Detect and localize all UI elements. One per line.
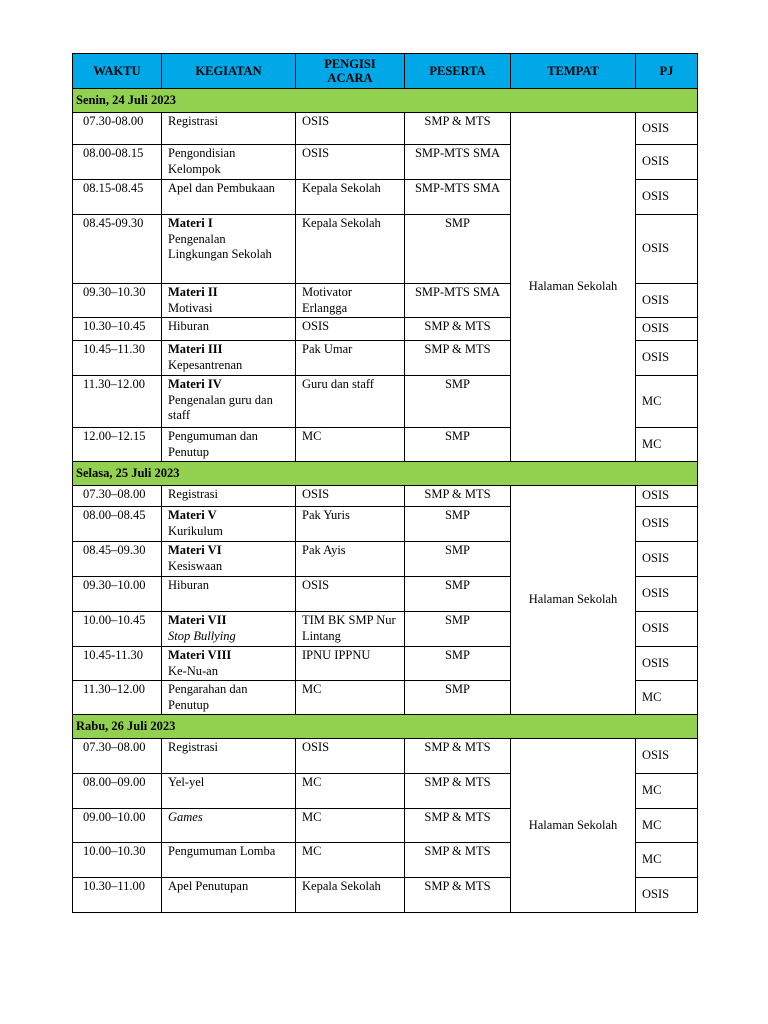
- activity-text: Motivasi: [168, 300, 213, 315]
- day-header-row: [73, 89, 698, 113]
- activity-text: Pengumuman dan Penutup: [168, 429, 258, 459]
- time-cell: 10.30–11.00: [73, 878, 162, 913]
- activity-text: Games: [168, 810, 203, 824]
- time-cell: 08.00–08.45: [73, 507, 162, 542]
- activity-title: Materi II: [168, 285, 218, 299]
- activity-cell: [162, 878, 296, 913]
- day-label: Rabu, 26 Juli 2023: [73, 715, 698, 739]
- time-cell: 08.00–09.00: [73, 774, 162, 809]
- time-cell: 10.00–10.45: [73, 612, 162, 647]
- activity-text: Kepesantrenan: [168, 357, 243, 372]
- activity-cell: [162, 612, 296, 647]
- pj-cell: MC: [636, 843, 698, 878]
- peserta-cell: SMP: [405, 577, 511, 612]
- pj-cell: MC: [636, 774, 698, 809]
- pengisi-cell: Pak Umar: [296, 341, 405, 376]
- header-kegiatan: KEGIATAN: [162, 54, 296, 89]
- pj-cell: OSIS: [636, 284, 698, 318]
- activity-title: Materi VIII: [168, 648, 232, 662]
- pj-cell: OSIS: [636, 113, 698, 145]
- time-cell: 07.30–08.00: [73, 739, 162, 774]
- activity-cell: [162, 113, 296, 145]
- pengisi-cell: Kepala Sekolah: [296, 878, 405, 913]
- activity-text: Kesiswaan: [168, 558, 223, 573]
- peserta-cell: SMP & MTS: [405, 878, 511, 913]
- activity-cell: [162, 739, 296, 774]
- peserta-cell: SMP: [405, 376, 511, 428]
- pengisi-cell: Motivator Erlangga: [296, 284, 405, 318]
- time-cell: 08.45–09.30: [73, 542, 162, 577]
- pengisi-cell: Pak Yuris: [296, 507, 405, 542]
- table-row: [73, 113, 698, 145]
- pj-cell: MC: [636, 376, 698, 428]
- time-cell: 10.45-11.30: [73, 647, 162, 681]
- pengisi-cell: OSIS: [296, 739, 405, 774]
- peserta-cell: SMP: [405, 681, 511, 715]
- activity-text: Yel-yel: [168, 775, 205, 789]
- pengisi-cell: OSIS: [296, 318, 405, 341]
- pengisi-cell: OSIS: [296, 486, 405, 507]
- peserta-cell: SMP: [405, 647, 511, 681]
- activity-cell: [162, 145, 296, 180]
- pj-cell: OSIS: [636, 318, 698, 341]
- pj-cell: OSIS: [636, 486, 698, 507]
- pengisi-cell: TIM BK SMP Nur Lintang: [296, 612, 405, 647]
- activity-text: Registrasi: [168, 487, 218, 501]
- activity-cell: [162, 542, 296, 577]
- time-cell: 11.30–12.00: [73, 681, 162, 715]
- pj-cell: OSIS: [636, 180, 698, 215]
- time-cell: 11.30–12.00: [73, 376, 162, 428]
- activity-text: Pengarahan dan Penutup: [168, 682, 248, 712]
- header-pj: PJ: [636, 54, 698, 89]
- peserta-cell: SMP & MTS: [405, 809, 511, 843]
- pengisi-cell: MC: [296, 681, 405, 715]
- time-cell: 10.45–11.30: [73, 341, 162, 376]
- activity-text: Hiburan: [168, 319, 209, 333]
- time-cell: 08.00-08.15: [73, 145, 162, 180]
- activity-title: Materi V: [168, 508, 217, 522]
- day-header-row: [73, 462, 698, 486]
- peserta-cell: SMP & MTS: [405, 843, 511, 878]
- tempat-cell: Halaman Sekolah: [511, 486, 636, 715]
- pengisi-cell: Guru dan staff: [296, 376, 405, 428]
- pj-cell: OSIS: [636, 647, 698, 681]
- table-header: [73, 54, 698, 89]
- activity-text: Pengenalan Lingkungan Sekolah: [168, 231, 272, 261]
- peserta-cell: SMP: [405, 507, 511, 542]
- peserta-cell: SMP & MTS: [405, 113, 511, 145]
- header-waktu: WAKTU: [73, 54, 162, 89]
- pj-cell: OSIS: [636, 145, 698, 180]
- time-cell: 08.45-09.30: [73, 215, 162, 284]
- tempat-cell: Halaman Sekolah: [511, 113, 636, 462]
- table-row: [73, 739, 698, 774]
- activity-title: Materi VI: [168, 543, 222, 557]
- activity-text: Hiburan: [168, 578, 209, 592]
- activity-cell: [162, 681, 296, 715]
- peserta-cell: SMP & MTS: [405, 341, 511, 376]
- pengisi-cell: MC: [296, 843, 405, 878]
- pengisi-cell: OSIS: [296, 145, 405, 180]
- activity-text: Registrasi: [168, 114, 218, 128]
- peserta-cell: SMP-MTS SMA: [405, 145, 511, 180]
- day-label: Senin, 24 Juli 2023: [73, 89, 698, 113]
- schedule-table: [72, 53, 698, 913]
- pengisi-cell: OSIS: [296, 113, 405, 145]
- pj-cell: OSIS: [636, 507, 698, 542]
- table-body: [73, 89, 698, 913]
- activity-cell: [162, 318, 296, 341]
- day-label: Selasa, 25 Juli 2023: [73, 462, 698, 486]
- peserta-cell: SMP-MTS SMA: [405, 180, 511, 215]
- time-cell: 07.30-08.00: [73, 113, 162, 145]
- activity-cell: [162, 809, 296, 843]
- time-cell: 08.15-08.45: [73, 180, 162, 215]
- pengisi-cell: Kepala Sekolah: [296, 215, 405, 284]
- pj-cell: MC: [636, 681, 698, 715]
- time-cell: 10.00–10.30: [73, 843, 162, 878]
- activity-title: Materi I: [168, 216, 213, 230]
- activity-text: Pengenalan guru dan staff: [168, 392, 273, 422]
- pengisi-cell: Kepala Sekolah: [296, 180, 405, 215]
- activity-text: Pengondisian Kelompok: [168, 146, 236, 176]
- time-cell: 09.00–10.00: [73, 809, 162, 843]
- header-tempat: TEMPAT: [511, 54, 636, 89]
- activity-text: Apel Penutupan: [168, 879, 249, 893]
- pengisi-cell: MC: [296, 774, 405, 809]
- pj-cell: OSIS: [636, 542, 698, 577]
- activity-title: Materi VII: [168, 613, 227, 627]
- activity-cell: [162, 774, 296, 809]
- pj-cell: OSIS: [636, 215, 698, 284]
- peserta-cell: SMP & MTS: [405, 486, 511, 507]
- activity-cell: [162, 486, 296, 507]
- time-cell: 07.30–08.00: [73, 486, 162, 507]
- time-cell: 12.00–12.15: [73, 428, 162, 462]
- pj-cell: OSIS: [636, 612, 698, 647]
- activity-cell: [162, 843, 296, 878]
- time-cell: 09.30–10.00: [73, 577, 162, 612]
- peserta-cell: SMP & MTS: [405, 739, 511, 774]
- pj-cell: OSIS: [636, 878, 698, 913]
- activity-title: Materi III: [168, 342, 223, 356]
- pj-cell: MC: [636, 428, 698, 462]
- header-pengisi-acara: PENGISI ACARA: [296, 54, 405, 89]
- pengisi-cell: MC: [296, 809, 405, 843]
- activity-text: Registrasi: [168, 740, 218, 754]
- pengisi-cell: IPNU IPPNU: [296, 647, 405, 681]
- activity-cell: [162, 215, 296, 284]
- peserta-cell: SMP: [405, 612, 511, 647]
- activity-text: Kurikulum: [168, 523, 223, 538]
- pj-cell: MC: [636, 809, 698, 843]
- pj-cell: OSIS: [636, 577, 698, 612]
- time-cell: 10.30–10.45: [73, 318, 162, 341]
- peserta-cell: SMP: [405, 428, 511, 462]
- pengisi-cell: Pak Ayis: [296, 542, 405, 577]
- table-row: [73, 486, 698, 507]
- peserta-cell: SMP & MTS: [405, 318, 511, 341]
- activity-text: Apel dan Pembukaan: [168, 181, 275, 195]
- day-header-row: [73, 715, 698, 739]
- time-cell: 09.30–10.30: [73, 284, 162, 318]
- activity-cell: [162, 180, 296, 215]
- pengisi-cell: OSIS: [296, 577, 405, 612]
- peserta-cell: SMP: [405, 215, 511, 284]
- header-peserta: PESERTA: [405, 54, 511, 89]
- activity-cell: [162, 507, 296, 542]
- activity-title: Materi IV: [168, 377, 222, 391]
- tempat-cell: Halaman Sekolah: [511, 739, 636, 913]
- peserta-cell: SMP-MTS SMA: [405, 284, 511, 318]
- activity-cell: [162, 577, 296, 612]
- activity-text: Stop Bullying: [168, 628, 236, 643]
- activity-cell: [162, 647, 296, 681]
- pj-cell: OSIS: [636, 341, 698, 376]
- pengisi-cell: MC: [296, 428, 405, 462]
- activity-text: Pengumuman Lomba: [168, 844, 276, 858]
- pj-cell: OSIS: [636, 739, 698, 774]
- activity-cell: [162, 284, 296, 318]
- activity-cell: [162, 341, 296, 376]
- peserta-cell: SMP: [405, 542, 511, 577]
- activity-text: Ke-Nu-an: [168, 663, 218, 678]
- activity-cell: [162, 428, 296, 462]
- activity-cell: [162, 376, 296, 428]
- peserta-cell: SMP & MTS: [405, 774, 511, 809]
